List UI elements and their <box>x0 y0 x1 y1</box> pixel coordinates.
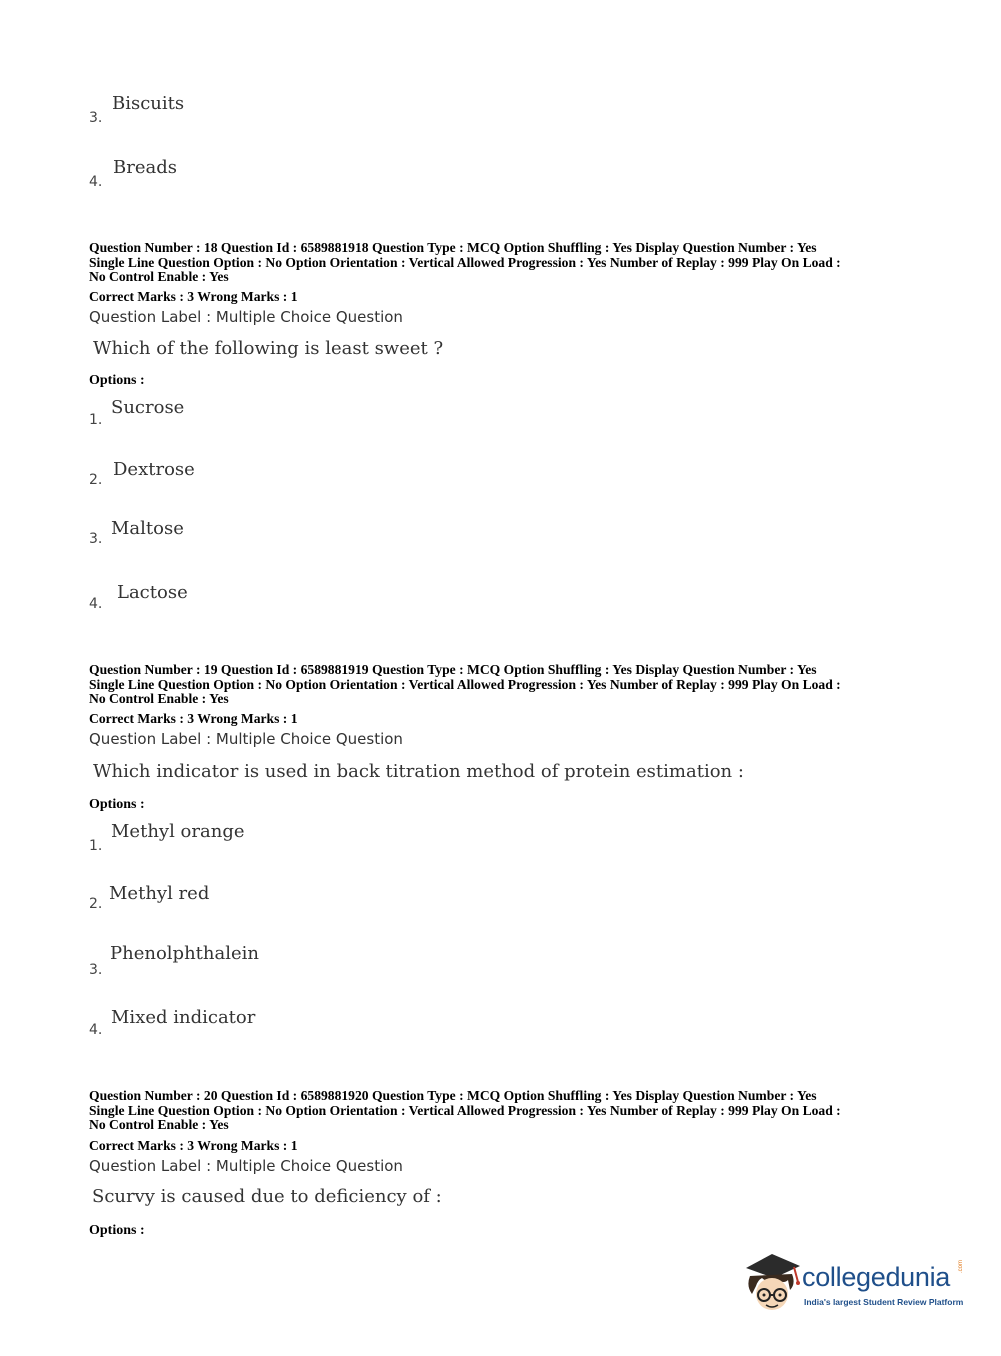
option-number: 4. <box>89 174 103 190</box>
meta-line: Single Line Question Option : No Option Orientation : Vertical Allowed Progression : Yes Number of Replay : 999 Play On Load : <box>89 1102 841 1118</box>
option-number: 2. <box>89 896 103 912</box>
option-number: 4. <box>89 596 103 612</box>
meta-line: Question Number : 18 Question Id : 6589881918 Question Type : MCQ Option Shuffling : Yes Display Question Number : Yes <box>89 240 817 255</box>
meta-line: No Control Enable : Yes <box>89 1117 229 1132</box>
option-number: 1. <box>89 838 103 854</box>
options-label: Options : <box>89 797 145 812</box>
option-number: 2. <box>89 472 103 488</box>
brand-tagline: India's largest Student Review Platform <box>804 1297 964 1307</box>
meta-line: Question Number : 20 Question Id : 6589881920 Question Type : MCQ Option Shuffling : Yes Display Question Number : Yes <box>89 1088 817 1103</box>
option-text: Sucrose <box>111 397 185 418</box>
meta-line: No Control Enable : Yes <box>89 691 229 706</box>
meta-line: Question Number : 19 Question Id : 6589881919 Question Type : MCQ Option Shuffling : Yes Display Question Number : Yes <box>89 662 817 677</box>
question-label: Question Label : Multiple Choice Question <box>89 730 403 748</box>
meta-line: Single Line Question Option : No Option Orientation : Vertical Allowed Progression : Yes Number of Replay : 999 Play On Load : <box>89 676 841 692</box>
question-metadata <box>89 1089 919 1133</box>
option-number: 1. <box>89 412 103 428</box>
brand-suffix: .com <box>958 1259 964 1273</box>
option-number: 3. <box>89 110 103 126</box>
option-text: Breads <box>113 157 177 178</box>
question-label: Question Label : Multiple Choice Question <box>89 1157 403 1175</box>
option-text: Methyl orange <box>111 821 245 842</box>
question-metadata <box>89 241 919 285</box>
option-text: Biscuits <box>112 93 185 114</box>
brand-name: collegedunia <box>802 1262 951 1292</box>
collegedunia-logo <box>742 1250 972 1322</box>
option-number: 3. <box>89 531 103 547</box>
question-text: Which of the following is least sweet ? <box>93 338 444 359</box>
option-text: Methyl red <box>109 883 210 904</box>
option-text: Mixed indicator <box>111 1007 256 1028</box>
meta-line: Single Line Question Option : No Option Orientation : Vertical Allowed Progression : Yes Number of Replay : 999 Play On Load : <box>89 254 841 270</box>
mascot-icon <box>742 1250 804 1320</box>
meta-line: No Control Enable : Yes <box>89 269 229 284</box>
question-text: Which indicator is used in back titration method of protein estimation : <box>93 761 744 782</box>
option-text: Lactose <box>117 582 188 603</box>
option-number: 4. <box>89 1022 103 1038</box>
options-label: Options : <box>89 1223 145 1238</box>
question-metadata <box>89 663 919 707</box>
options-label: Options : <box>89 373 145 388</box>
option-number: 3. <box>89 962 103 978</box>
question-label: Question Label : Multiple Choice Question <box>89 308 403 326</box>
option-text: Phenolphthalein <box>110 943 259 964</box>
option-text: Maltose <box>111 518 184 539</box>
marks-line: Correct Marks : 3 Wrong Marks : 1 <box>89 289 298 304</box>
marks-line: Correct Marks : 3 Wrong Marks : 1 <box>89 1138 298 1153</box>
marks-line: Correct Marks : 3 Wrong Marks : 1 <box>89 711 298 726</box>
option-text: Dextrose <box>113 459 195 480</box>
question-text: Scurvy is caused due to deficiency of : <box>92 1186 442 1207</box>
